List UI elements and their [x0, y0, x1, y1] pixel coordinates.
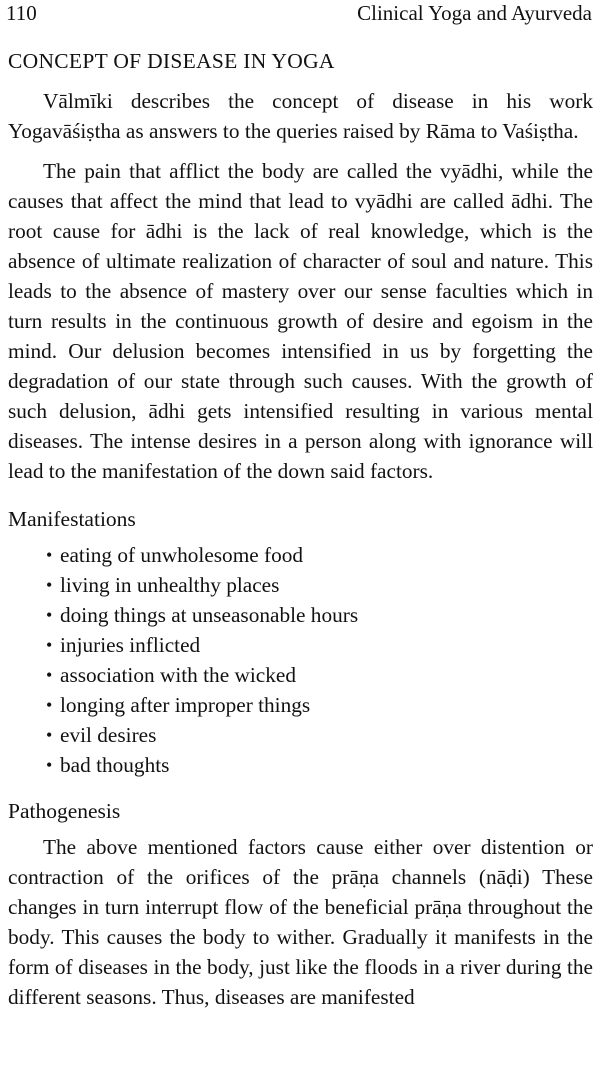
list-item-text: bad thoughts — [60, 753, 170, 777]
bullet-icon: • — [46, 725, 53, 745]
running-title: Clinical Yoga and Ayurveda — [357, 1, 592, 25]
list-item-text: association with the wicked — [60, 663, 296, 687]
list-item — [46, 750, 593, 780]
bullet-icon: • — [46, 755, 53, 775]
bullet-icon: • — [46, 575, 53, 595]
page-number: 110 — [6, 1, 37, 25]
list-item-text: longing after improper things — [60, 693, 311, 717]
list-item — [46, 630, 593, 660]
bullet-icon: • — [46, 545, 53, 565]
list-item — [46, 540, 593, 570]
section-title: CONCEPT OF DISEASE IN YOGA — [8, 49, 335, 73]
list-item-text: living in unhealthy places — [60, 573, 280, 597]
pathogenesis-paragraph: The above mentioned factors cause either over distention or contraction of the orifices of the prāṇa channels (nāḍi) These changes in turn interrupt flow of the beneficial prāṇa throughout the body. This causes the body to wither. Gradually it manifests in the form of diseases in the body, just like the floods in a river during the different seasons. Thus, diseases are manifested — [8, 835, 593, 1009]
list-item-text: doing things at unseasonable hours — [60, 603, 359, 627]
manifestations-list — [8, 540, 593, 780]
manifestations-heading: Manifestations — [8, 507, 136, 531]
bullet-icon: • — [46, 605, 53, 625]
intro-paragraph: Vālmīki describes the concept of disease in his work Yogavāśiṣtha as answers to the queries raised by Rāma to Vaśiṣtha. — [8, 89, 593, 143]
list-item — [46, 600, 593, 630]
list-item-text: evil desires — [60, 723, 157, 747]
list-item — [46, 690, 593, 720]
page-content — [8, 46, 593, 1012]
list-item — [46, 660, 593, 690]
bullet-icon: • — [46, 665, 53, 685]
page-header — [0, 0, 600, 30]
bullet-icon: • — [46, 695, 53, 715]
list-item — [46, 720, 593, 750]
list-item-text: eating of unwholesome food — [60, 543, 304, 567]
bullet-icon: • — [46, 635, 53, 655]
body-paragraph: The pain that afflict the body are called the vyādhi, while the causes that affect the mind that lead to vyādhi are called ādhi. The root cause for ādhi is the lack of real knowledge, which is the absence of ultimate realization of character of soul and nature. This leads to the absence of mastery over our sense faculties which in turn results in the continuous growth of desire and egoism in the mind. Our delusion becomes intensified in us by forgetting the degradation of our state through such causes. With the growth of such delusion, ādhi gets intensified resulting in various mental diseases. The intense desires in a person along with ignorance will lead to the manifestation of the down said factors. — [8, 159, 593, 483]
pathogenesis-heading: Pathogenesis — [8, 799, 121, 823]
list-item-text: injuries inflicted — [60, 633, 201, 657]
list-item — [46, 570, 593, 600]
